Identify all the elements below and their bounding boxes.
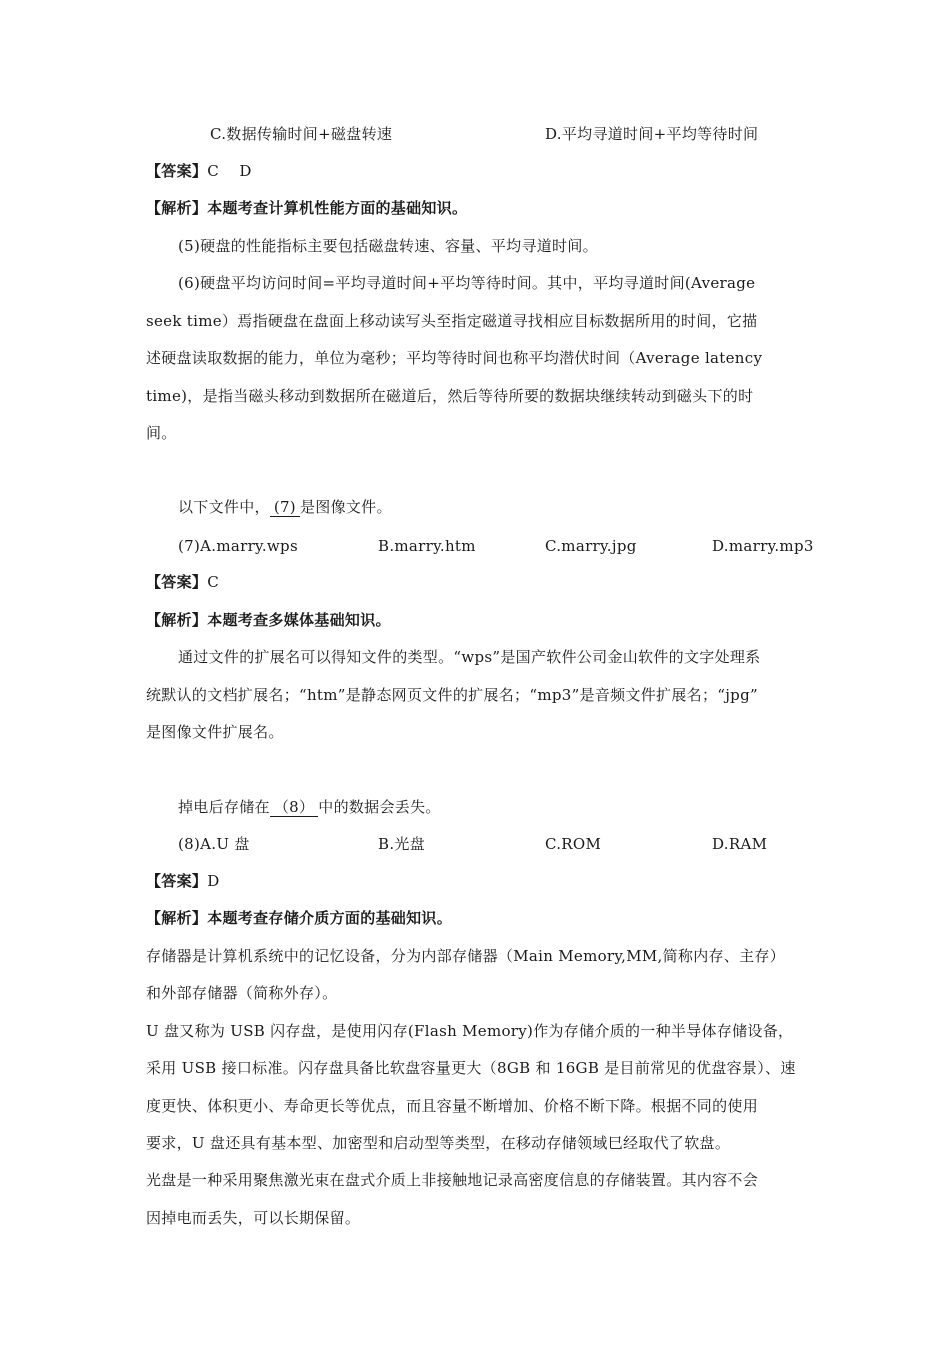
- q3-paragraph-line: 要求，U 盘还具有基本型、加密型和启动型等类型，在移动存储领域巳经取代了软盘。: [146, 1134, 731, 1152]
- q3-answer: [146, 871, 220, 891]
- answer-value: D: [207, 872, 220, 890]
- q3-option-d: D.RAM: [712, 835, 768, 853]
- analysis-label: 【解析】: [146, 611, 208, 629]
- answer-value: C: [207, 573, 219, 591]
- q1-paragraph-6-line: seek time）焉指硬盘在盘面上移动读写头至指定磁道寻找相应目标数据所用的时间，它描: [146, 312, 758, 330]
- q2-paragraph-line: 是图像文件扩展名。: [146, 723, 284, 741]
- q2-analysis-heading: [146, 610, 391, 630]
- q1-option-c: C.数据传输时间+磁盘转速: [210, 125, 393, 143]
- q2-paragraph-line: 通过文件的扩展名可以得知文件的类型。“wps”是国产软件公司金山软件的文字处理系: [178, 648, 761, 666]
- answer-blank: (7): [270, 498, 300, 517]
- q2-option-d: D.marry.mp3: [712, 537, 814, 555]
- q1-paragraph-6-line: time)，是指当磁头移动到数据所在磁道后，然后等待所要的数据块继续转动到磁头下的时: [146, 387, 754, 405]
- analysis-label: 【解析】: [146, 909, 208, 927]
- answer-label: 【答案】: [146, 573, 208, 591]
- analysis-label: 【解析】: [146, 199, 208, 217]
- q1-answer: [146, 161, 252, 181]
- stem-text: 以下文件中，: [178, 498, 270, 516]
- stem-text: 是图像文件。: [299, 498, 392, 516]
- q2-option-c: C.marry.jpg: [545, 537, 637, 555]
- q3-paragraph-line: 光盘是一种采用聚焦激光束在盘式介质上非接触地记录高密度信息的存储装置。其内容不会: [146, 1171, 759, 1189]
- q3-option-c: C.ROM: [545, 835, 602, 853]
- answer-value: C D: [207, 162, 252, 180]
- q3-paragraph-line: 度更快、体积更小、寿命更长等优点，而且容量不断增加、价格不断下降。根据不同的使用: [146, 1097, 759, 1115]
- q3-analysis-heading: [146, 908, 452, 928]
- q1-analysis-heading: [146, 198, 467, 218]
- answer-blank: （8）: [270, 798, 318, 817]
- q1-paragraph-6-line: 间。: [146, 424, 177, 442]
- analysis-title: 本题考查存储介质方面的基础知识。: [207, 909, 453, 927]
- q1-paragraph-6-line: (6)硬盘平均访问时间=平均寻道时间+平均等待时间。其中，平均寻道时间(Average: [178, 274, 756, 292]
- q2-option-b: B.marry.htm: [378, 537, 476, 555]
- answer-label: 【答案】: [146, 872, 208, 890]
- q2-answer: [146, 572, 219, 592]
- answer-label: 【答案】: [146, 162, 208, 180]
- stem-text: 掉电后存储在: [178, 798, 270, 816]
- q3-paragraph-line: 存储器是计算机系统中的记忆设备，分为内部存储器（Main Memory,MM,简称内存、主存）: [146, 947, 786, 965]
- q2-option-a: (7)A.marry.wps: [178, 537, 298, 555]
- q3-paragraph-line: U 盘又称为 USB 闪存盘，是使用闪存(Flash Memory)作为存储介质的一种半导体存储设备，: [146, 1022, 794, 1040]
- q1-option-d: D.平均寻道时间+平均等待时间: [545, 125, 759, 143]
- q3-paragraph-line: 因掉电而丢失，可以长期保留。: [146, 1209, 361, 1227]
- analysis-title: 本题考查计算机性能方面的基础知识。: [207, 199, 468, 217]
- q3-paragraph-line: 采用 USB 接口标准。闪存盘具备比软盘容量更大（8GB 和 16GB 是目前常见的优盘容景）、速: [146, 1059, 796, 1077]
- q1-paragraph-5: (5)硬盘的性能指标主要包括磁盘转速、容量、平均寻道时间。: [178, 237, 598, 255]
- analysis-title: 本题考查多媒体基础知识。: [207, 611, 391, 629]
- q3-option-a: (8)A.U 盘: [178, 835, 250, 853]
- q1-paragraph-6-line: 述硬盘读取数据的能力，单位为毫秒；平均等待时间也称平均潜伏时间（Average latency: [146, 349, 763, 367]
- q3-paragraph-line: 和外部存储器（简称外存）。: [146, 984, 338, 1002]
- q2-stem: [178, 497, 392, 517]
- stem-text: 中的数据会丢失。: [318, 798, 441, 816]
- q3-option-b: B.光盘: [378, 835, 425, 853]
- q2-paragraph-line: 统默认的文档扩展名；“htm”是静态网页文件的扩展名；“mp3”是音频文件扩展名；“jpg”: [146, 686, 758, 704]
- q3-stem: [178, 797, 441, 817]
